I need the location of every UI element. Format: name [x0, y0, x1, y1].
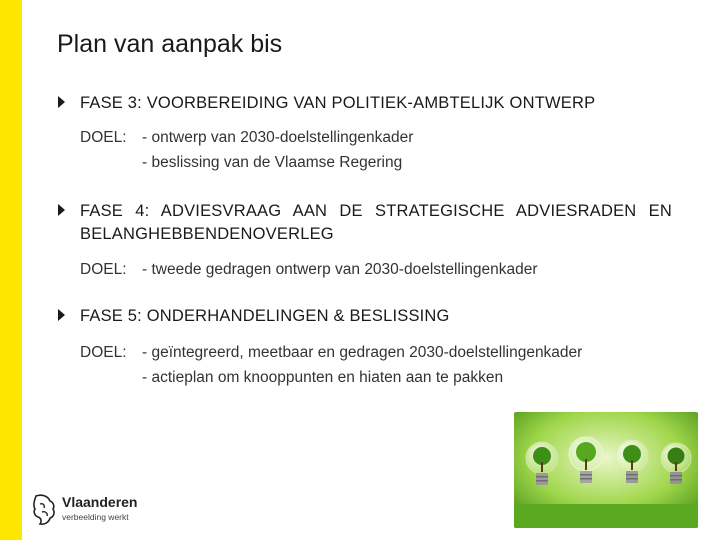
phase-5-heading: FASE 5: ONDERHANDELINGEN & BESLISSING: [80, 307, 450, 325]
lightbulb-trees-photo: [514, 412, 698, 528]
goal-line: - tweede gedragen ontwerp van 2030-doelstellingenkader: [142, 261, 538, 278]
goal-line: - beslissing van de Vlaamse Regering: [142, 154, 403, 171]
accent-bar: [0, 0, 22, 540]
phase-4-bullet: [58, 200, 672, 246]
bullet-arrow-icon: [58, 96, 65, 108]
goal-line: - actieplan om knooppunten en hiaten aan te pakken: [142, 369, 504, 386]
phase-5-goal: [80, 340, 582, 390]
goal-label: DOEL:: [80, 129, 127, 146]
phase-3-heading: FASE 3: VOORBEREIDING VAN POLITIEK-AMBTELIJK ONTWERP: [80, 94, 596, 112]
logo-tagline: verbeelding werkt: [62, 512, 129, 522]
phase-3-goal: [80, 125, 413, 175]
bullet-arrow-icon: [58, 309, 65, 321]
phase-3-bullet: [58, 92, 595, 115]
phase-4-heading: FASE 4: ADVIESVRAAG AAN DE STRATEGISCHE ADVIESRADEN EN BELANGHEBBENDENOVERLEG: [80, 202, 672, 243]
goal-label: DOEL:: [80, 261, 127, 278]
phase-5-bullet: [58, 305, 450, 328]
goal-line: - geïntegreerd, meetbaar en gedragen 2030-doelstellingenkader: [142, 344, 583, 361]
phase-4-goal: [80, 257, 538, 282]
goal-line: - ontwerp van 2030-doelstellingenkader: [142, 129, 414, 146]
lion-icon: [30, 492, 58, 528]
vlaanderen-logo: [30, 488, 150, 532]
bullet-arrow-icon: [58, 204, 65, 216]
goal-label: DOEL:: [80, 344, 127, 361]
logo-name: Vlaanderen: [62, 494, 138, 510]
slide-title: Plan van aanpak bis: [57, 30, 283, 58]
